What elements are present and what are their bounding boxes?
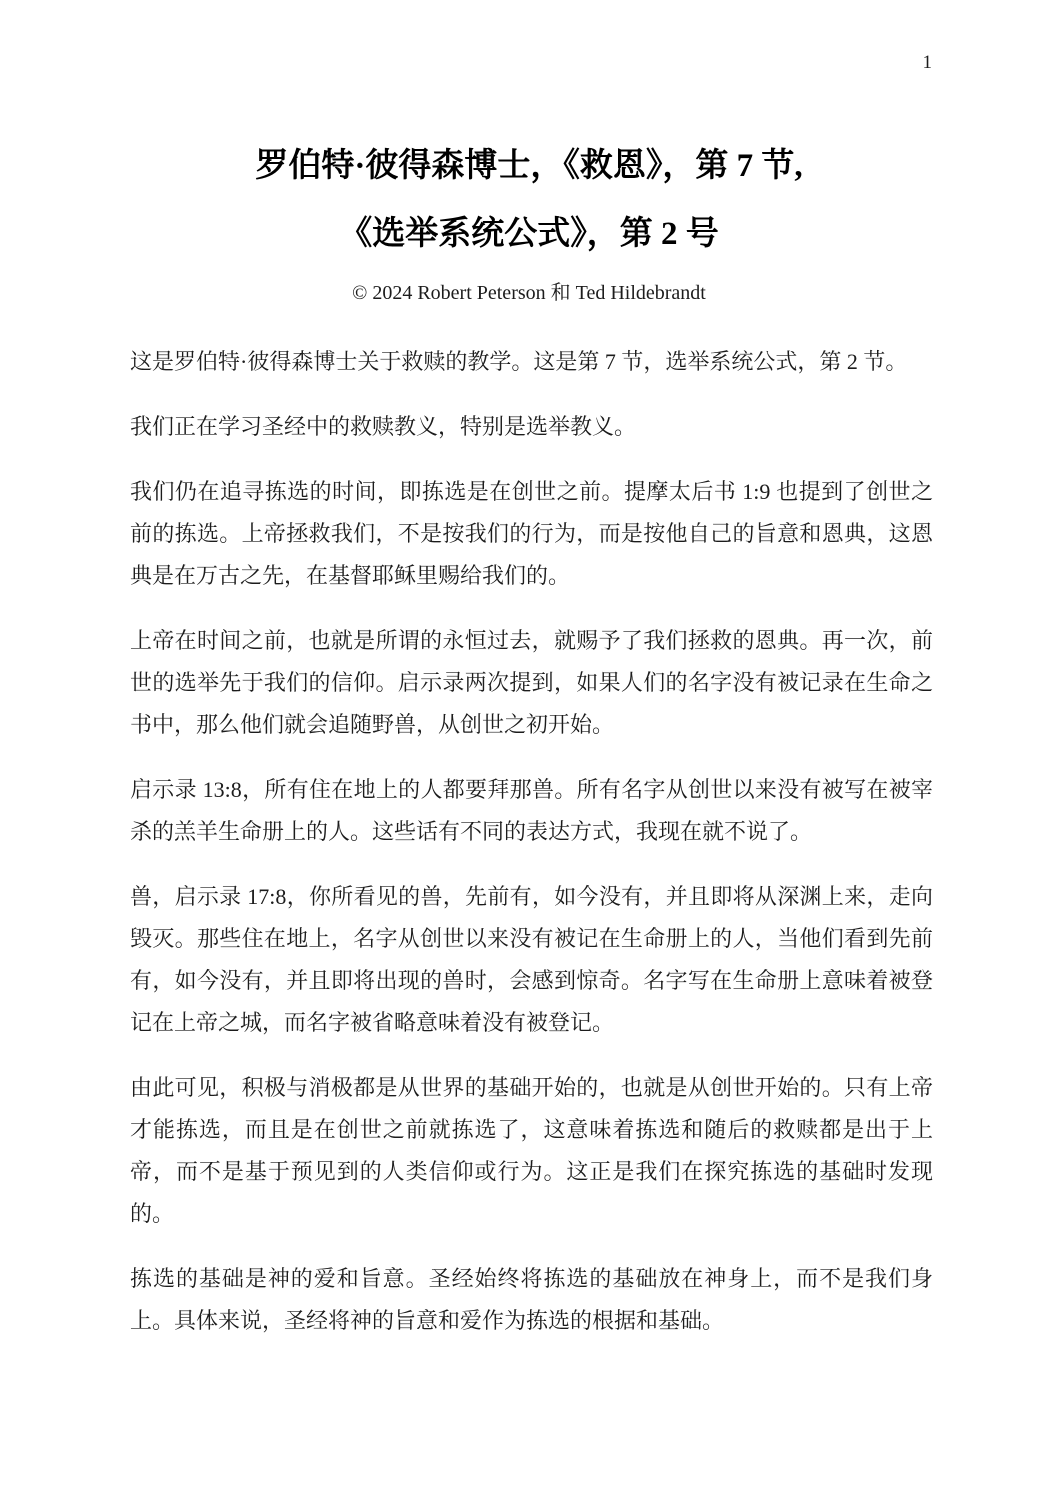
paragraph: 拣选的基础是神的爱和旨意。圣经始终将拣选的基础放在神身上，而不是我们身上。具体来说，圣经将神的旨意和爱作为拣选的根据和基础。 bbox=[130, 1266, 933, 1333]
title-line-1: 罗伯特·彼得森博士，《救恩》，第 7 节, bbox=[255, 148, 803, 184]
paragraph: 由此可见，积极与消极都是从世界的基础开始的，也就是从创世开始的。只有上帝才能拣选，而且是在创世之前就拣选了，这意味着拣选和随后的救赎都是出于上帝，而不是基于预见到的人类信仰或行为。这正是我们在探究拣选的基础时发现的。 bbox=[130, 1075, 933, 1226]
paragraph: 我们正在学习圣经中的救赎教义，特别是选举教义。 bbox=[130, 414, 637, 439]
paragraph: 启示录 13:8，所有住在地上的人都要拜那兽。所有名字从创世以来没有被写在被宰杀的羔羊生命册上的人。这些话有不同的表达方式，我现在就不说了。 bbox=[130, 777, 933, 844]
title-line-2: 《选举系统公式》，第 2 号 bbox=[339, 216, 719, 252]
paragraph: 兽，启示录 17:8，你所看见的兽，先前有，如今没有，并且即将从深渊上来，走向毁灭。那些住在地上，名字从创世以来没有被记在生命册上的人，当他们看到先前有，如今没有，并且即将出现的兽时，会感到惊奇。名字写在生命册上意味着被登记在上帝之城，而名字被省略意味着没有被登记。 bbox=[130, 884, 933, 1035]
document-title bbox=[110, 132, 948, 268]
copyright-line: © 2024 Robert Peterson 和 Ted Hildebrandt bbox=[352, 282, 706, 304]
document-body bbox=[130, 341, 933, 1342]
paragraph: 这是罗伯特·彼得森博士关于救赎的教学。这是第 7 节，选举系统公式，第 2 节。 bbox=[130, 349, 908, 374]
page-number: 1 bbox=[922, 52, 932, 73]
paragraph: 我们仍在追寻拣选的时间，即拣选是在创世之前。提摩太后书 1:9 也提到了创世之前的拣选。上帝拯救我们，不是按我们的行为，而是按他自己的旨意和恩典，这恩典是在万古之先，在基督耶稣里赐给我们的。 bbox=[130, 479, 933, 588]
paragraph: 上帝在时间之前，也就是所谓的永恒过去，就赐予了我们拯救的恩典。再一次，前世的选举先于我们的信仰。启示录两次提到，如果人们的名字没有被记录在生命之书中，那么他们就会追随野兽，从创世之初开始。 bbox=[130, 628, 933, 737]
